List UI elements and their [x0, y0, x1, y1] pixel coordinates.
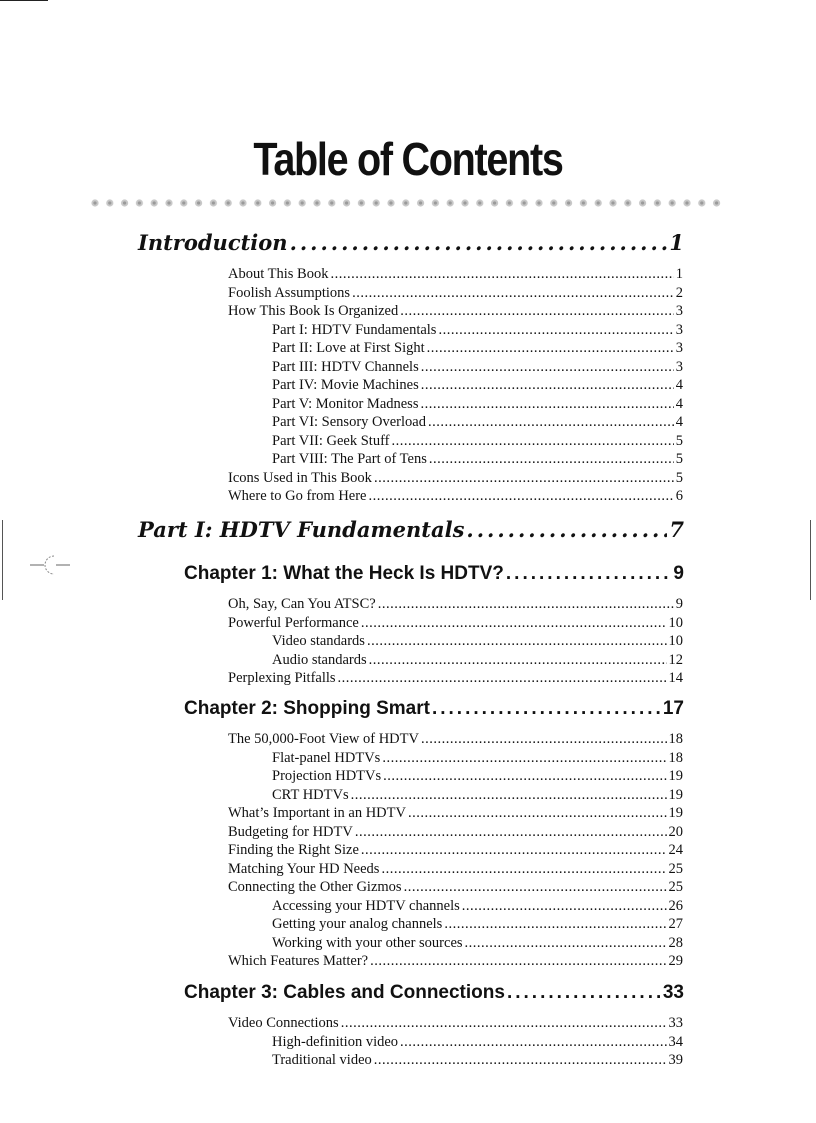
page-number: 18	[668, 731, 683, 747]
entry-label: Video Connections	[228, 1015, 339, 1031]
chapter-label: Chapter 2: Shopping Smart	[184, 698, 430, 719]
dot-leader	[421, 358, 674, 376]
entry-label: Finding the Right Size	[228, 842, 359, 858]
toc-subentry[interactable]	[272, 632, 683, 650]
toc-entry[interactable]	[228, 730, 683, 748]
toc-subentry[interactable]	[272, 1033, 683, 1051]
toc-entry[interactable]	[228, 952, 683, 970]
page-number: 27	[668, 916, 683, 932]
page-number: 17	[662, 698, 684, 719]
page-number: 6	[675, 488, 683, 504]
dot-leader	[429, 450, 674, 468]
page-number: 33	[668, 1015, 683, 1031]
page-number: 9	[675, 596, 683, 612]
dot-leader	[361, 841, 667, 859]
dot-leader	[383, 767, 666, 785]
entry-label: Foolish Assumptions	[228, 284, 351, 301]
toc-part-1[interactable]	[138, 517, 684, 542]
entry-label: Flat-panel HDTVs	[272, 749, 381, 766]
page-number: 25	[668, 879, 683, 895]
entry-label: Perplexing Pitfalls	[228, 670, 336, 686]
toc-subentry[interactable]	[272, 1051, 683, 1069]
dot-leader	[378, 595, 674, 613]
page-number: 25	[668, 860, 683, 877]
dot-leader	[421, 376, 674, 394]
entry-label: Getting your analog channels	[272, 916, 443, 932]
page-number: 4	[675, 414, 683, 430]
entry-label: Part V: Monitor Madness	[272, 395, 419, 412]
entry-label: Matching Your HD Needs	[228, 860, 380, 877]
dot-leader	[391, 432, 673, 450]
page-number: 9	[673, 563, 684, 584]
dot-leader	[428, 413, 674, 431]
entry-label: Budgeting for HDTV	[228, 823, 353, 840]
toc-entry[interactable]	[228, 860, 683, 878]
toc-entry[interactable]	[228, 302, 683, 320]
dot-leader	[506, 563, 672, 585]
page-number: 24	[668, 842, 683, 858]
page-number: 39	[668, 1052, 683, 1068]
page-number: 7	[669, 517, 684, 542]
entry-label: Audio standards	[272, 651, 367, 668]
entry-label: High-definition video	[272, 1033, 399, 1050]
toc-entry[interactable]	[228, 595, 683, 613]
left-margin-rule	[2, 520, 3, 600]
toc-entry[interactable]	[228, 804, 683, 822]
toc-chapter-1[interactable]	[184, 563, 684, 585]
page-number: 3	[675, 340, 683, 356]
toc-entry[interactable]	[228, 469, 683, 487]
dot-leader	[462, 897, 667, 915]
dot-leader	[432, 698, 661, 720]
toc-entry[interactable]	[228, 878, 683, 896]
toc-subentry[interactable]	[272, 934, 683, 952]
chapter-label: Chapter 3: Cables and Connections	[184, 982, 505, 1003]
toc-entry[interactable]	[228, 284, 683, 302]
dot-leader	[341, 1014, 667, 1032]
page-number: 19	[668, 768, 683, 784]
dot-leader	[290, 230, 668, 255]
toc-part-introduction[interactable]	[138, 230, 684, 255]
dot-leader	[352, 284, 674, 302]
entry-label: Powerful Performance	[228, 614, 359, 631]
page-number: 4	[675, 395, 683, 412]
page-number: 4	[675, 377, 683, 393]
page-number: 19	[668, 805, 683, 821]
toc-entry[interactable]	[228, 614, 683, 632]
toc-subentry[interactable]	[272, 767, 683, 785]
dot-leader	[438, 321, 673, 339]
dot-leader	[408, 804, 667, 822]
toc-subentry[interactable]	[272, 897, 683, 915]
page-number: 3	[675, 358, 683, 375]
entry-label: The 50,000-Foot View of HDTV	[228, 731, 419, 747]
entry-label: Part IV: Movie Machines	[272, 377, 419, 393]
dot-leader	[355, 823, 667, 841]
toc-subentry[interactable]	[272, 395, 683, 413]
dot-leader	[369, 487, 674, 505]
toc-entry[interactable]	[228, 841, 683, 859]
dot-leader	[370, 952, 666, 970]
toc-entry[interactable]	[228, 487, 683, 505]
dot-leader	[444, 915, 666, 933]
toc-entry[interactable]	[228, 1014, 683, 1032]
entry-label: Which Features Matter?	[228, 953, 369, 969]
page-number: 19	[668, 786, 683, 803]
page-number: 12	[668, 651, 683, 668]
entry-label: Working with your other sources	[272, 934, 463, 951]
page-number: 5	[675, 432, 683, 449]
toc-subentry[interactable]	[272, 786, 683, 804]
toc-subentry[interactable]	[272, 339, 683, 357]
entry-label: Accessing your HDTV channels	[272, 897, 460, 914]
chapter-label: Chapter 1: What the Heck Is HDTV?	[184, 563, 504, 584]
right-margin-rule	[810, 520, 811, 600]
entry-label: What’s Important in an HDTV	[228, 805, 406, 821]
entry-label: Part I: HDTV Fundamentals	[272, 321, 437, 338]
page-number: 18	[668, 749, 683, 766]
dot-leader	[404, 878, 667, 896]
entry-label: Oh, Say, Can You ATSC?	[228, 596, 376, 612]
toc-subentry[interactable]	[272, 749, 683, 767]
part-label: Part I: HDTV Fundamentals	[138, 517, 465, 542]
page-title: Table of Contents	[253, 133, 563, 185]
toc-subentry[interactable]	[272, 651, 683, 669]
entry-label: Traditional video	[272, 1052, 372, 1068]
page-number: 28	[668, 934, 683, 951]
entry-label: Part II: Love at First Sight	[272, 340, 425, 356]
dot-leader	[400, 302, 674, 320]
dot-leader	[427, 339, 674, 357]
toc-entry[interactable]	[228, 265, 683, 283]
entry-label: How This Book Is Organized	[228, 303, 399, 319]
toc-chapter-2[interactable]	[184, 698, 684, 720]
toc-chapter-3[interactable]	[184, 982, 684, 1004]
page-number: 2	[675, 284, 683, 301]
page-number: 3	[675, 321, 683, 338]
dot-leader	[466, 517, 667, 542]
dot-leader	[367, 632, 667, 650]
entry-label: Connecting the Other Gizmos	[228, 879, 402, 895]
dot-leader	[338, 669, 667, 687]
dot-leader	[465, 934, 667, 952]
toc-subentry[interactable]	[272, 413, 683, 431]
page-number: 10	[668, 633, 683, 649]
toc-subentry[interactable]	[272, 432, 683, 450]
dot-leader	[400, 1033, 666, 1051]
toc-subentry[interactable]	[272, 915, 683, 933]
entry-label: Projection HDTVs	[272, 768, 382, 784]
page-number: 26	[668, 897, 683, 914]
page-number: 33	[662, 982, 684, 1003]
dot-leader	[330, 265, 673, 283]
toc-subentry[interactable]	[272, 376, 683, 394]
page-number: 10	[668, 614, 683, 631]
toc-entry[interactable]	[228, 669, 683, 687]
page-number: 29	[668, 953, 683, 969]
page-number: 1	[669, 230, 684, 255]
entry-label: Icons Used in This Book	[228, 469, 372, 486]
dot-leader	[507, 982, 661, 1004]
toc-subentry[interactable]	[272, 358, 683, 376]
entry-label: Part VI: Sensory Overload	[272, 414, 426, 430]
toc-subentry[interactable]	[272, 450, 683, 468]
dot-leader	[421, 730, 667, 748]
dot-leader	[351, 786, 667, 804]
registration-mark-icon	[30, 552, 70, 578]
dot-leader	[381, 860, 666, 878]
toc-subentry[interactable]	[272, 321, 683, 339]
page-number: 34	[668, 1033, 683, 1050]
page-number: 3	[675, 303, 683, 319]
dot-leader	[382, 749, 666, 767]
top-crop-mark	[0, 0, 48, 1]
entry-label: Video standards	[272, 633, 365, 649]
decorative-dot-rule	[90, 198, 726, 208]
page-number: 14	[668, 670, 683, 686]
dot-leader	[369, 651, 667, 669]
page-number: 1	[675, 266, 683, 282]
dot-leader	[361, 614, 667, 632]
page-number: 5	[675, 469, 683, 486]
entry-label: About This Book	[228, 266, 329, 282]
entry-label: Part III: HDTV Channels	[272, 358, 419, 375]
dot-leader	[420, 395, 673, 413]
entry-label: Part VII: Geek Stuff	[272, 432, 390, 449]
dot-leader	[374, 469, 674, 487]
dot-leader	[374, 1051, 667, 1069]
part-label: Introduction	[138, 230, 288, 255]
entry-label: CRT HDTVs	[272, 786, 349, 803]
page-number: 5	[675, 451, 683, 467]
entry-label: Where to Go from Here	[228, 488, 367, 504]
toc-entry[interactable]	[228, 823, 683, 841]
entry-label: Part VIII: The Part of Tens	[272, 451, 427, 467]
page-number: 20	[668, 823, 683, 840]
